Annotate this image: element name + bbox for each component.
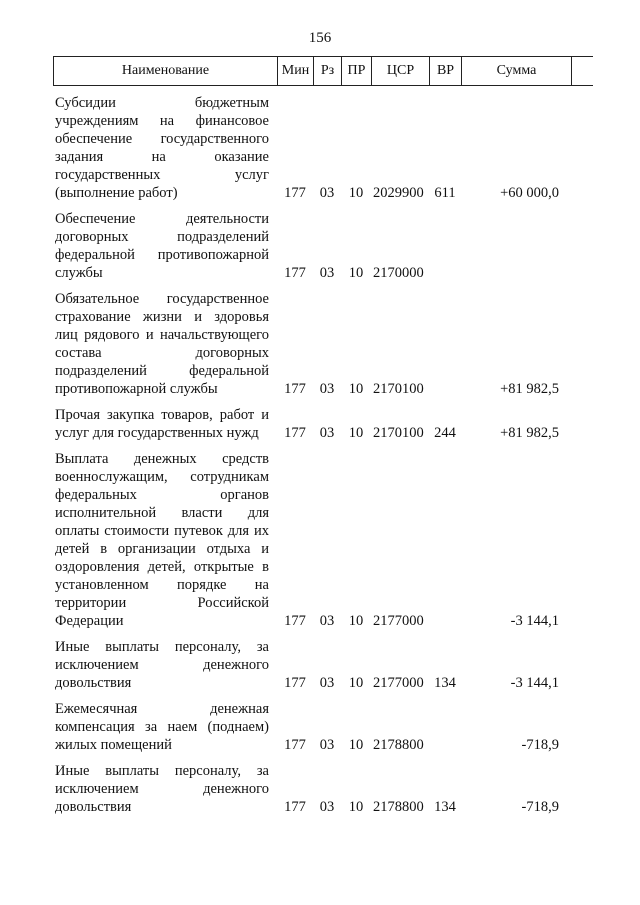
row-vr: 244 xyxy=(434,425,456,441)
header-csr: ЦСР xyxy=(372,57,430,85)
row-pr: 10 xyxy=(348,799,364,815)
row-sum: +60 000,0 xyxy=(500,185,559,201)
row-min: 177 xyxy=(284,675,306,691)
row-vr: 611 xyxy=(434,185,456,201)
row-rz: 03 xyxy=(319,381,335,397)
row-rz: 03 xyxy=(319,185,335,201)
row-rz: 03 xyxy=(319,613,335,629)
header-min: Мин xyxy=(278,57,314,85)
row-name: Прочая закупка товаров, работ и услуг для государственных нужд xyxy=(55,407,269,441)
row-name: Субсидии бюджетным учреждениям на финансовое обеспечение государственного задания на оказание государственных услуг (выполнение работ) xyxy=(55,95,269,201)
header-name: Наименование xyxy=(54,57,278,85)
row-sum: -718,9 xyxy=(521,737,559,753)
row-name: Выплата денежных средств военнослужащим, сотрудникам федеральных органов исполнительной власти для оплаты стоимости путевок для их детей в организации отдыха и оздоровления детей, открытые в установленном порядке на территории Российской Федерации xyxy=(55,451,269,629)
table-row xyxy=(53,442,593,630)
row-sum: +81 982,5 xyxy=(500,425,559,441)
row-min: 177 xyxy=(284,425,306,441)
row-csr: 2177000 xyxy=(373,675,424,691)
header-pr: ПР xyxy=(342,57,372,85)
row-name: Обеспечение деятельности договорных подразделений федеральной противопожарной службы xyxy=(55,211,269,281)
row-vr: 134 xyxy=(434,799,456,815)
table-row xyxy=(53,282,593,398)
table-row xyxy=(53,86,593,202)
row-csr: 2029900 xyxy=(373,185,424,201)
header-rz: Рз xyxy=(314,57,342,85)
row-min: 177 xyxy=(284,799,306,815)
row-sum: -3 144,1 xyxy=(510,613,559,629)
row-min: 177 xyxy=(284,737,306,753)
row-name: Иные выплаты персоналу, за исключением денежного довольствия xyxy=(55,639,269,691)
row-rz: 03 xyxy=(319,265,335,281)
row-min: 177 xyxy=(284,185,306,201)
row-min: 177 xyxy=(284,265,306,281)
table-row xyxy=(53,630,593,692)
row-pr: 10 xyxy=(348,425,364,441)
row-pr: 10 xyxy=(348,737,364,753)
row-name: Иные выплаты персоналу, за исключением денежного довольствия xyxy=(55,763,269,815)
row-min: 177 xyxy=(284,613,306,629)
table-row xyxy=(53,398,593,442)
table-row xyxy=(53,754,593,816)
row-pr: 10 xyxy=(348,675,364,691)
row-rz: 03 xyxy=(319,737,335,753)
header-sum: Сумма xyxy=(462,57,572,85)
row-pr: 10 xyxy=(348,185,364,201)
row-csr: 2170000 xyxy=(373,265,424,281)
row-rz: 03 xyxy=(319,799,335,815)
page-number: 156 xyxy=(308,30,332,46)
row-csr: 2177000 xyxy=(373,613,424,629)
row-min: 177 xyxy=(284,381,306,397)
table-row xyxy=(53,202,593,282)
table-header xyxy=(53,56,593,86)
row-csr: 2178800 xyxy=(373,799,424,815)
row-sum: +81 982,5 xyxy=(500,381,559,397)
row-sum: -718,9 xyxy=(521,799,559,815)
row-pr: 10 xyxy=(348,265,364,281)
row-sum: -3 144,1 xyxy=(510,675,559,691)
row-csr: 2170100 xyxy=(373,425,424,441)
row-csr: 2178800 xyxy=(373,737,424,753)
row-pr: 10 xyxy=(348,613,364,629)
row-rz: 03 xyxy=(319,425,335,441)
row-vr: 134 xyxy=(434,675,456,691)
row-name: Обязательное государственное страхование жизни и здоровья лиц рядового и начальствующего состава договорных подразделений федеральной противопожарной службы xyxy=(55,291,269,397)
row-name: Ежемесячная денежная компенсация за наем (поднаем) жилых помещений xyxy=(55,701,269,753)
header-vr: ВР xyxy=(430,57,462,85)
table-row xyxy=(53,692,593,754)
row-rz: 03 xyxy=(319,675,335,691)
budget-table xyxy=(53,56,593,816)
row-pr: 10 xyxy=(348,381,364,397)
row-csr: 2170100 xyxy=(373,381,424,397)
